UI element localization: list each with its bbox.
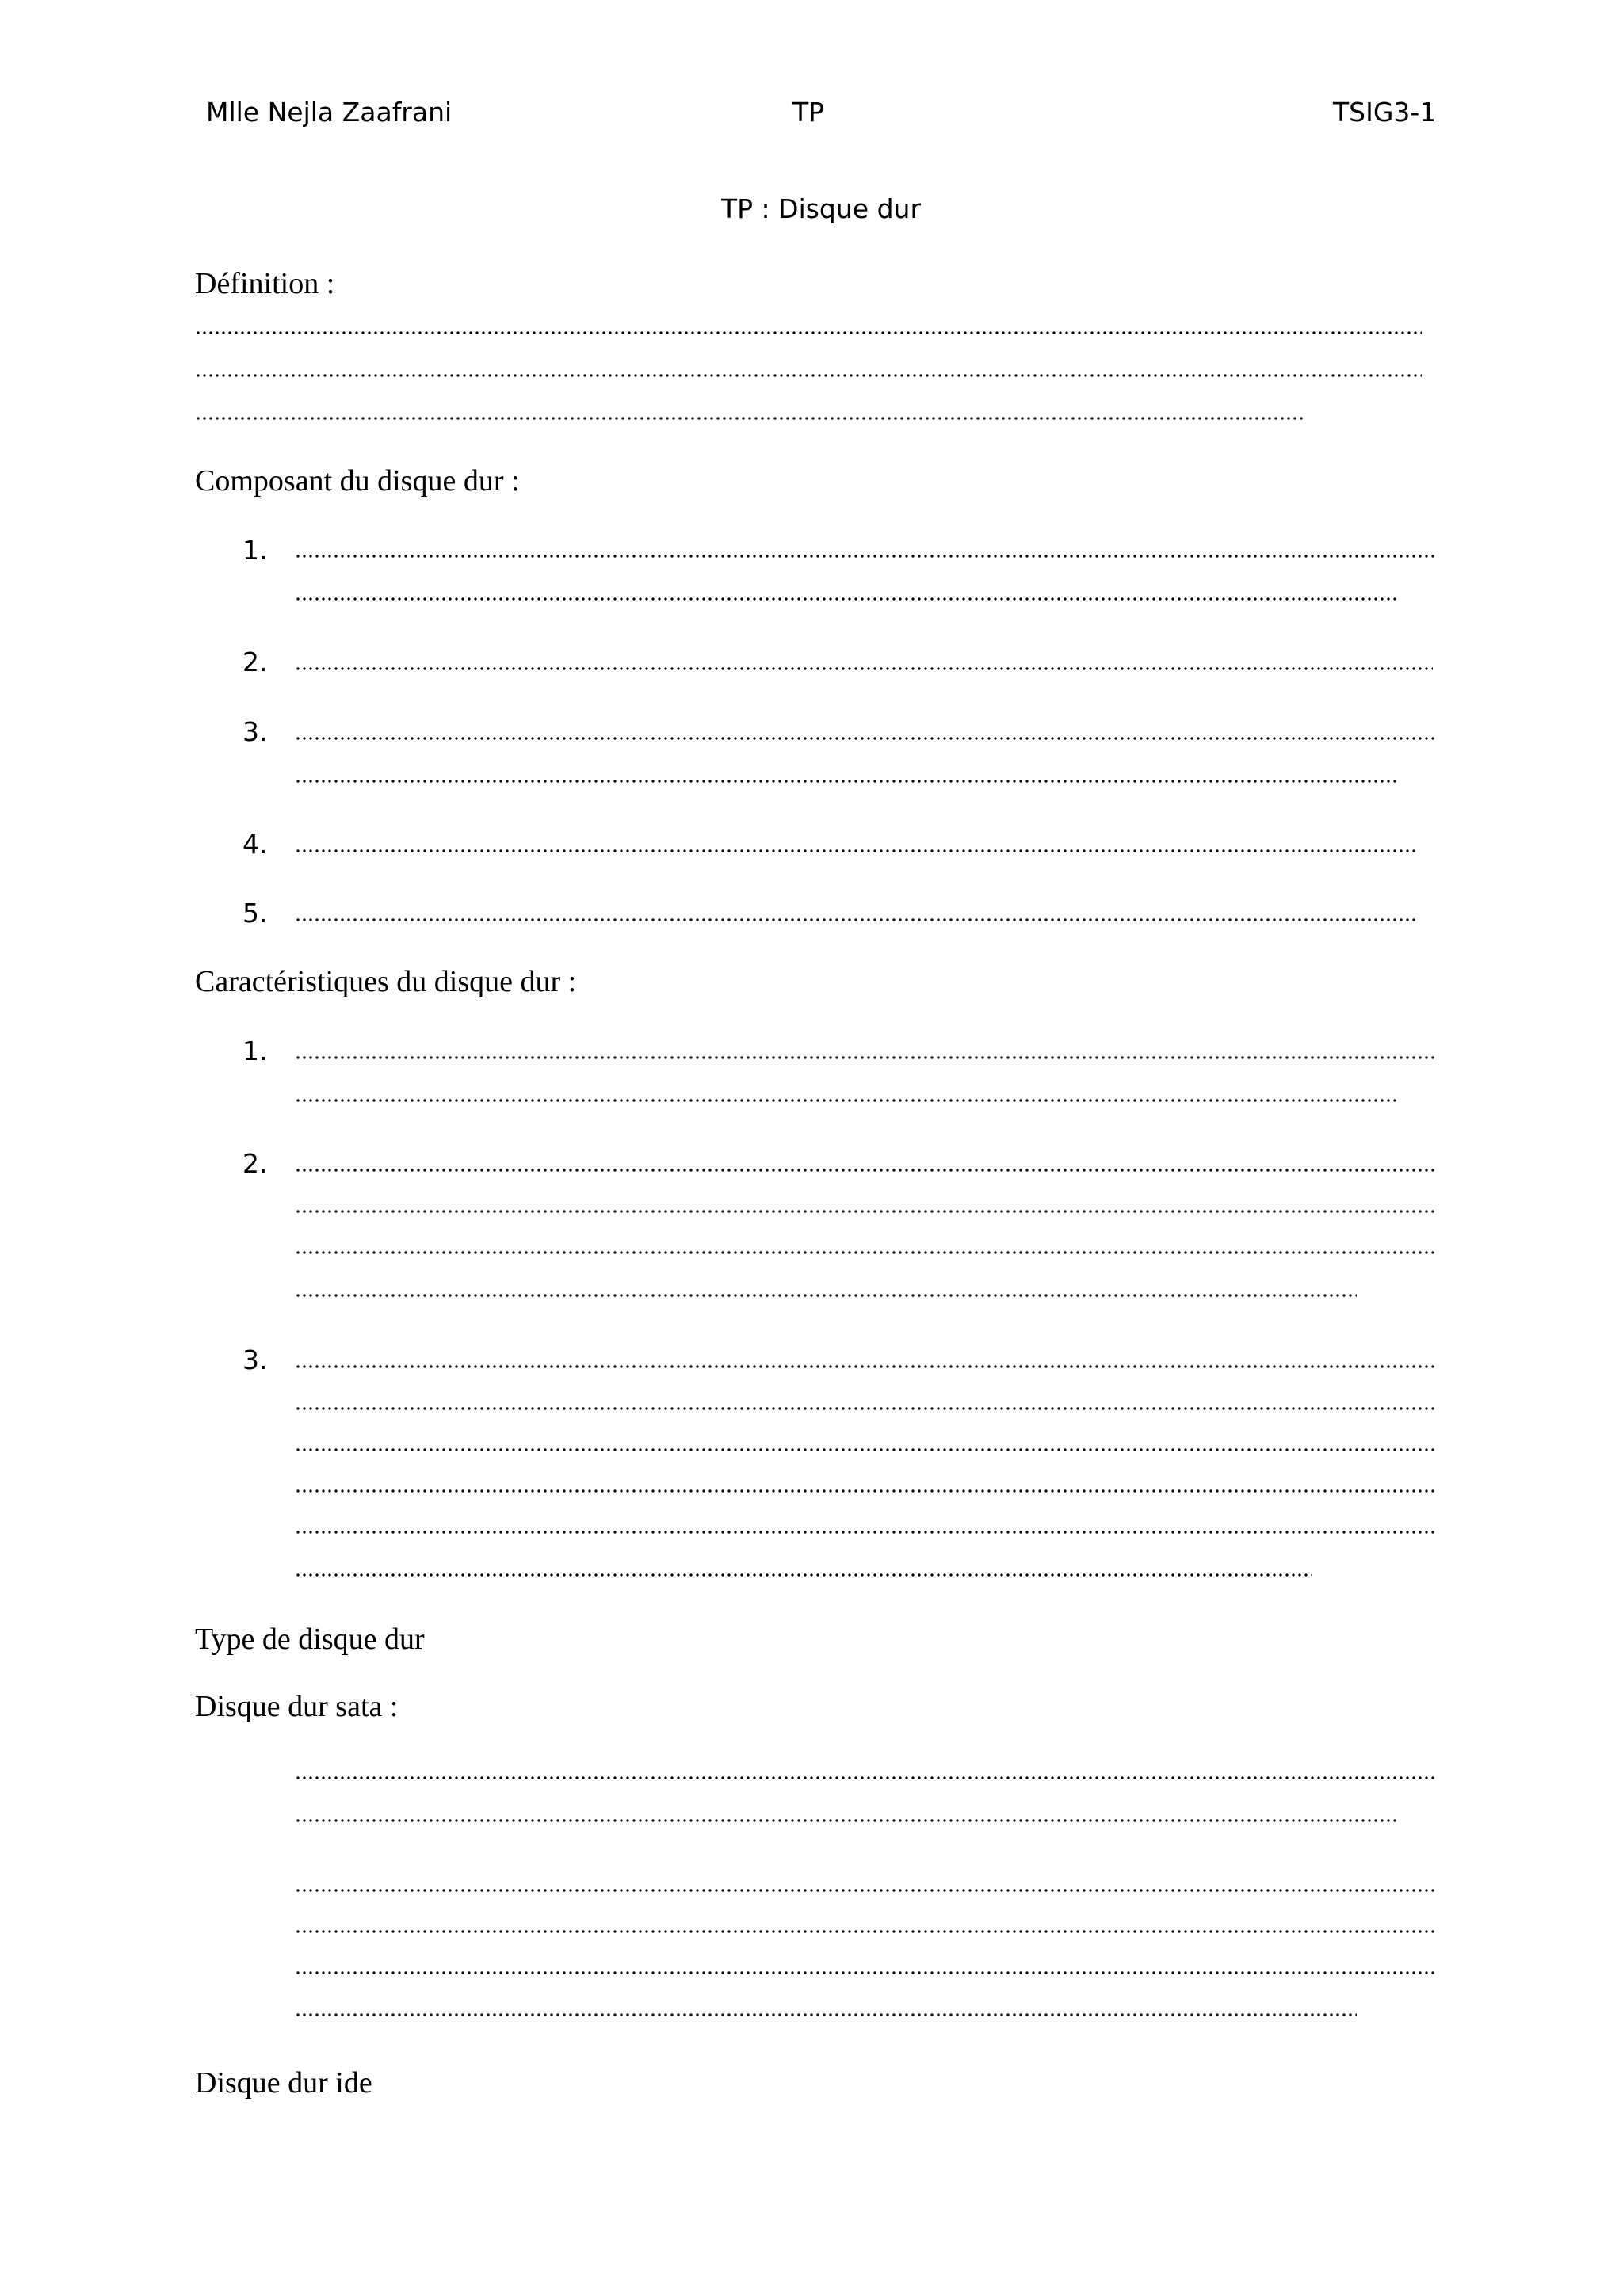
list-number: 1. xyxy=(242,535,268,566)
heading-sata: Disque dur sata : xyxy=(195,1690,399,1723)
answer-line xyxy=(295,2013,1357,2016)
answer-line xyxy=(195,417,1306,420)
answer-line xyxy=(295,1971,1438,1974)
answer-line xyxy=(295,1251,1438,1254)
answer-line xyxy=(295,1489,1438,1493)
list-number: 2. xyxy=(242,646,268,677)
answer-line xyxy=(295,1776,1438,1779)
answer-line xyxy=(295,555,1438,558)
answer-line xyxy=(295,1531,1438,1534)
heading-definition: Définition : xyxy=(195,267,335,300)
header-class: TSIG3-1 xyxy=(1333,97,1437,128)
answer-line xyxy=(295,597,1398,601)
answer-line xyxy=(295,1294,1357,1297)
list-number: 5. xyxy=(242,898,268,929)
answer-line xyxy=(295,1056,1438,1059)
answer-line xyxy=(295,1819,1398,1822)
answer-line xyxy=(295,1099,1398,1102)
heading-ide: Disque dur ide xyxy=(195,2066,372,2100)
answer-line xyxy=(295,1889,1438,1892)
list-number: 3. xyxy=(242,1344,268,1375)
heading-types: Type de disque dur xyxy=(195,1623,425,1656)
list-number: 2. xyxy=(242,1148,268,1179)
answer-line xyxy=(295,780,1398,783)
header-type: TP xyxy=(792,97,825,128)
answer-line xyxy=(295,1407,1438,1410)
answer-line xyxy=(295,1210,1438,1213)
answer-line xyxy=(295,667,1433,670)
heading-components: Composant du disque dur : xyxy=(195,464,520,498)
answer-line xyxy=(295,1448,1438,1451)
answer-line xyxy=(195,374,1422,377)
list-number: 3. xyxy=(242,716,268,747)
answer-line xyxy=(295,1169,1438,1172)
list-number: 1. xyxy=(242,1035,268,1066)
answer-line xyxy=(295,737,1438,740)
heading-characteristics: Caractéristiques du disque dur : xyxy=(195,965,577,998)
answer-line xyxy=(195,331,1422,334)
answer-line xyxy=(295,918,1419,921)
answer-line xyxy=(295,1365,1438,1368)
answer-line xyxy=(295,1573,1312,1577)
answer-line xyxy=(295,1930,1438,1933)
list-number: 4. xyxy=(242,829,268,860)
answer-line xyxy=(295,849,1419,852)
header-author: Mlle Nejla Zaafrani xyxy=(206,97,453,128)
page-title: TP : Disque dur xyxy=(721,193,922,224)
